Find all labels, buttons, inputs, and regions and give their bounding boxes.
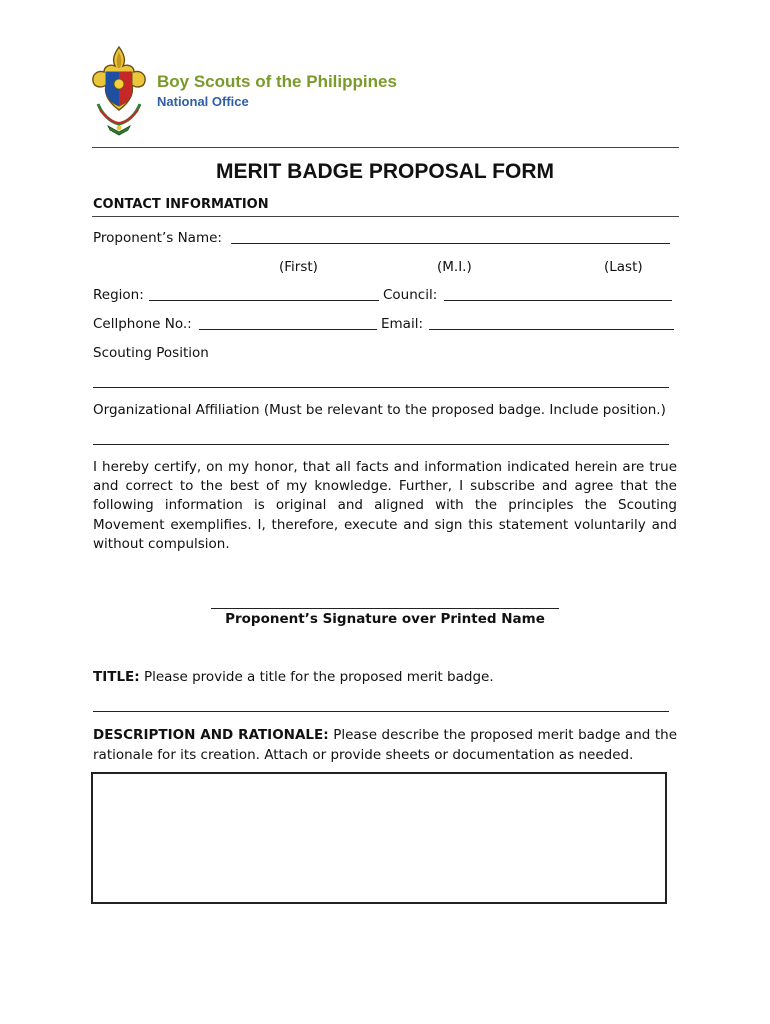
title-field[interactable] <box>93 711 669 712</box>
title-prompt: Please provide a title for the proposed merit badge. <box>143 669 494 685</box>
description-prompt-row <box>93 726 677 765</box>
name-last-caption: (Last) <box>604 259 643 275</box>
title-label: TITLE: <box>93 669 140 685</box>
name-first-caption: (First) <box>279 259 318 275</box>
scouting-position-field[interactable] <box>93 387 669 388</box>
org-name: Boy Scouts of the Philippines <box>157 72 397 91</box>
org-affiliation-label: Organizational Affiliation (Must be relevant to the proposed badge. Include position.) <box>93 402 666 418</box>
contact-section-heading: CONTACT INFORMATION <box>93 197 269 212</box>
email-label: Email: <box>381 316 424 332</box>
title-prompt-row <box>93 669 494 685</box>
contact-section-divider <box>92 216 679 217</box>
org-affiliation-field[interactable] <box>93 444 669 445</box>
email-field[interactable] <box>429 329 674 330</box>
certification-text: I hereby certify, on my honor, that all facts and information indicated herein are true and correct to the best of my knowledge. Further, I subscribe and agree that the following information is original and aligned with the principles the Scouting Movement exemplifies. I, therefore, execute and sign this statement voluntarily and without compulsion. <box>93 459 677 552</box>
bsp-emblem-logo-icon <box>88 44 150 136</box>
name-mi-caption: (M.I.) <box>437 259 472 275</box>
scouting-position-label: Scouting Position <box>93 345 209 361</box>
proponent-name-field[interactable] <box>231 243 670 244</box>
region-label: Region: <box>93 287 144 303</box>
header-divider <box>92 147 679 148</box>
proponent-name-label: Proponent’s Name: <box>93 230 222 246</box>
description-textarea[interactable] <box>91 772 667 904</box>
council-label: Council: <box>383 287 438 303</box>
form-title: MERIT BADGE PROPOSAL FORM <box>216 160 554 183</box>
signature-label: Proponent’s Signature over Printed Name <box>225 611 545 627</box>
council-field[interactable] <box>444 300 672 301</box>
description-prompt: Please describe the proposed merit badge and the rationale for its creation. Attach or provide sheets or documentation as needed. <box>93 727 677 763</box>
signature-field[interactable] <box>211 608 559 609</box>
org-sub: National Office <box>157 94 249 109</box>
region-field[interactable] <box>149 300 379 301</box>
description-label: DESCRIPTION AND RATIONALE: <box>93 727 329 743</box>
cellphone-field[interactable] <box>199 329 377 330</box>
cellphone-label: Cellphone No.: <box>93 316 192 332</box>
